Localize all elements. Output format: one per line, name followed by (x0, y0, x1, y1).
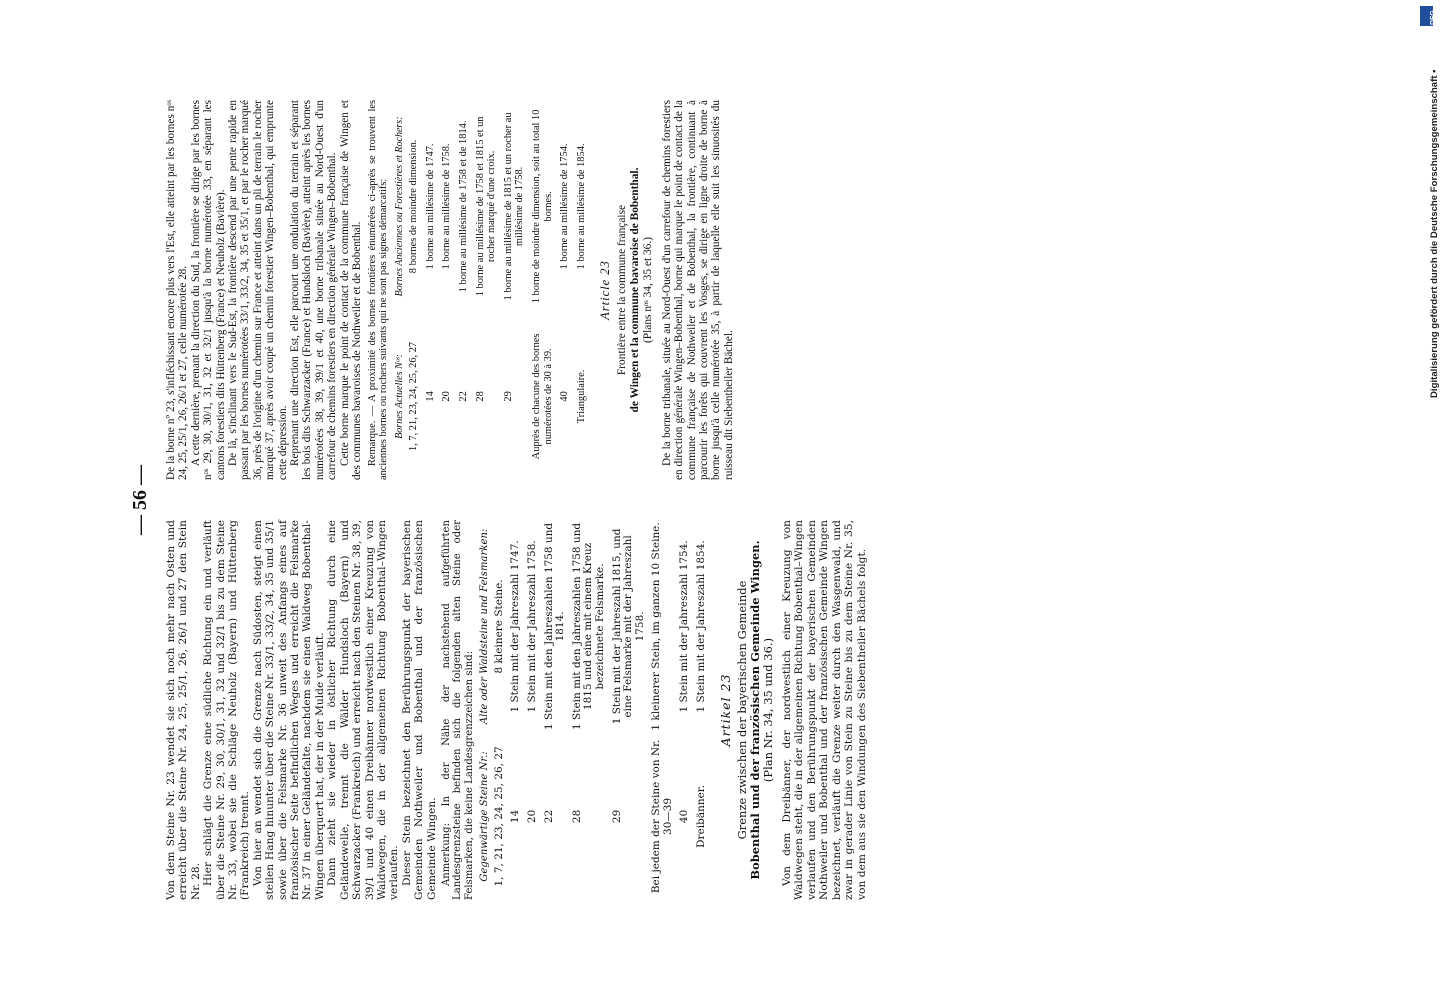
borne-description: 1 borne de moindre dimension, soit au total 10 bornes. (531, 109, 554, 304)
dfg-watermark-text: Digitalisierung gefördert durch die Deutsche Forschungsgemeinschaft • (1429, 69, 1440, 398)
stone-numbers: Dreibänner. (695, 785, 708, 848)
stone-numbers: 14 (509, 809, 522, 824)
french-column (165, 100, 1295, 480)
french-paragraph-1: De la borne nº 23, s'infléchissant encore plus vers l'Est, elle atteint par les bornes nᵒˢ 24, 25, 25/1, 26, 26/1 et 27, celle numérotée 28. (165, 100, 190, 480)
german-article-heading: Artikel 23 (717, 673, 733, 747)
german-paragraph-3: Von hier an wendet sich die Grenze nach Südosten, steigt einen steilen Hang hinunter über die Steine Nr. 33/1, 33/2, 34, 35 und 35/1 sowie über die Felsmarke Nr. 36 unweit des Anfangs eines auf französischer Seite befindlichen Weges und erreicht die Felsmarke Nr. 37 in einer Geländefalte, nachdem sie einen Waldweg Bobenthal-Wingen überquert hat, der in der Mulde verläuft. (251, 520, 326, 900)
borne-description: 1 borne au millésime de 1754. (559, 143, 571, 270)
borne-description: 1 borne au millésime de 1758 et 1815 et un rocher marqué d'une croix. (474, 116, 498, 297)
french-paragraph-2: A cette dernière, prenant la direction du Sud, la frontière se dirige par les bornes nᵒˢ 29, 30, 30/1, 31, 32 et 32/1 jusqu'à la borne numérotée 33, en séparant les cantons forestiers dits Hüttenberg (France) et Neuholz (Bavière). (189, 100, 227, 480)
german-stone-table (477, 520, 712, 900)
french-paragraph-6: De la borne tribanale, située au Nord-Ouest d'un carrefour de chemins forestiers en direction générale Wingen–Bobenthal, borne qui marque le point de contact de la commune française de Nothweiler et de Bobenthal, la frontière, continuant à parcourir les forêts qui couvrent les Vosges, se dirige en ligne droite de borne à borne jusqu'à celle numérotée 35, à partir de laquelle elle suit les sinuosités du ruisseau dit Siebentheiler Bächel. (660, 100, 735, 480)
table-row (509, 520, 526, 900)
french-article-subheading-line-1: Frontière entre la commune française (615, 204, 628, 376)
stone-description: 1 Stein mit der Jahreszahl 1758. (525, 540, 538, 713)
borne-numbers: 40 (559, 391, 571, 402)
borne-description: 1 borne au millésime de 1854. (575, 143, 587, 270)
borne-description: 8 bornes de moindre dimension. (408, 139, 420, 274)
french-article-subheading-line-3: (Plans nᵒˢ 34, 35 et 36.) (641, 237, 654, 343)
german-article-subheading-line-3: (Plan Nr. 34, 35 und 36.) (761, 637, 776, 783)
french-article-subheading-line-2: de Wingen et la commune bavaroise de Bobenthal. (628, 167, 641, 413)
stone-description: 1 Stein mit der Jahreszahl 1747. (509, 540, 522, 713)
table-row (530, 100, 558, 480)
table-row (457, 100, 474, 480)
table-row (493, 520, 510, 900)
french-stone-table (392, 100, 592, 480)
german-paragraph-4: Dann zieht sie wieder in östlicher Richtung durch eine Geländewelle, trennt die Wälder Hundsloch (Bayern) und Schwarzacker (Frankreich) und erreicht nach den Steinen Nr. 38, 39, 39/1 und 40 einen Dreibänner nordwestlich einer Kreuzung von Waldwegen, die in der allgemeinen Richtung Bobenthal–Wingen verlaufen. (326, 520, 401, 900)
stone-numbers: 28 (570, 809, 583, 824)
table-row (407, 100, 424, 480)
dfg-logo-text: DFG (1430, 10, 1437, 25)
borne-description: 1 borne au millésime de 1815 et un rocher au millésime de 1758. (502, 112, 526, 301)
rotated-page (117, 70, 1317, 930)
french-paragraph-5: Cette borne marque le point de contact de la commune française de Wingen et des communes bavaroises de Nothweiler et de Bobenthal. (338, 100, 364, 480)
german-column (165, 520, 1295, 900)
stone-description: 8 kleinere Steine. (492, 579, 505, 674)
stone-description: 1 Stein mit den Jahreszahlen 1758 und 1814. (542, 522, 567, 730)
german-article-subheading-line-2: Bobenthal und der französischen Gemeinde Wingen. (748, 540, 763, 880)
dfg-logo (1420, 6, 1437, 26)
table-header-old: Bornes Anciennes ou Forestières et Rochers: (393, 116, 405, 297)
table-row (678, 520, 695, 900)
borne-numbers: 20 (441, 391, 453, 402)
borne-numbers: 14 (424, 391, 436, 402)
table-row (440, 100, 457, 480)
stone-description: 1 Stein mit der Jahreszahl 1815, und eine Felsmarke mit der Jahreszahl 1758. (610, 528, 646, 725)
borne-numbers: 28 (474, 391, 486, 402)
stone-description: 1 Stein mit der Jahreszahl 1754. (678, 540, 691, 713)
stone-numbers: 29 (610, 809, 623, 824)
table-row (543, 520, 571, 900)
page-number: — 56 — (129, 465, 151, 535)
french-paragraph-3: De là, s'inclinant vers le Sud-Est, la frontière descend par une pente rapide en passant par les bornes numérotées 33/1, 33/2, 34, 35 et 35/1, et par le rocher marqué 36, près de l'origine d'un chemin sur France et atteint dans un pli de terrain le rocher marqué 37, après avoir coupé un chemin forestier Wingen–Bobenthal, qui emprunte cette dépression. (227, 100, 289, 480)
table-header-row (392, 100, 408, 480)
table-row (558, 100, 575, 480)
stone-numbers: 1, 7, 21, 23, 24, 25, 26, 27 (492, 746, 505, 887)
stone-description: 1 Stein mit den Jahreszahlen 1758 und 1815 und eine mit einem Kreuz bezeichnete Felsmarke. (570, 522, 606, 730)
table-row (474, 100, 502, 480)
table-header-current: Gegenwärtige Steine Nr.: (479, 751, 491, 882)
borne-numbers: 22 (458, 391, 470, 402)
table-header-row (477, 520, 493, 900)
stone-description: 1 Stein mit der Jahreszahl 1854. (695, 540, 708, 713)
french-remark: Remarque. — A proximité des bornes frontières énumérées ci-après se trouvent les anciennes bornes ou rochers suivants qui ne sont pas signes démarcatifs: (366, 100, 390, 480)
table-row (575, 100, 592, 480)
table-row (502, 100, 530, 480)
stone-numbers: 40 (678, 809, 691, 824)
stone-description: 1 kleinerer Stein, im ganzen 10 Steine. (650, 522, 663, 731)
borne-description: 1 borne au millésime de 1747. (424, 143, 436, 270)
table-row (650, 520, 678, 900)
german-paragraph-2: Hier schlägt die Grenze eine südliche Richtung ein und verläuft über die Steine Nr. 29, 30, 30/1, 31, 32 und 32/1 bis zu dem Steine Nr. 33, wobei sie die Schläge Neuholz (Bayern) und Hüttenberg (Frankreich) trennt. (202, 520, 252, 900)
stone-numbers: 22 (542, 809, 555, 824)
french-article-heading: Article 23 (598, 260, 613, 320)
table-row (526, 520, 543, 900)
french-paragraph-4: Reprenant une direction Est, elle parcourt une ondulation du terrain et séparant les bois dits Schwarzacker (France) et Hundsloch (Bavière), atteint après les bornes numérotées 38, 39, 39/1 et 40, une borne tribanale située au Nord-Ouest d'un carrefour de chemins forestiers en direction générale Wingen–Bobenthal. (289, 100, 339, 480)
borne-description: 1 borne au millésime de 1758. (441, 143, 453, 270)
french-article-subheading (616, 100, 655, 480)
borne-numbers: Auprès de chacune des bornes numérotées de 30 à 39. (531, 333, 554, 460)
stone-numbers: 20 (525, 809, 538, 824)
german-article-subheading-line-1: Grenze zwischen der bayerischen Gemeinde (735, 580, 750, 840)
borne-numbers: 29 (502, 391, 514, 402)
german-remark: Anmerkung: In der Nähe der nachstehend aufgeführten Landesgrenzsteine befinden sich die folgenden alten Steine oder Felsmarken, die keine Landesgrenzzeichen sind: (440, 520, 475, 900)
table-row (695, 520, 712, 900)
table-header-current: Bornes Actuelles Nᵒˢ: (393, 354, 405, 439)
german-paragraph-5: Dieser Stein bezeichnet den Berührungspunkt der bayerischen Gemeinden Nothweiler und Bobenthal und der französischen Gemeinde Wingen. (400, 520, 438, 900)
table-header-old: Alte oder Waldsteine und Felsmarken: (479, 528, 491, 725)
page-content (117, 70, 1317, 930)
table-row (571, 520, 611, 900)
borne-numbers: 1, 7, 21, 23, 24, 25, 26, 27 (408, 341, 420, 451)
borne-description: 1 borne au millésime de 1758 et de 1814. (458, 120, 470, 293)
table-row (424, 100, 441, 480)
borne-numbers: Triangulaire. (575, 369, 587, 424)
stone-numbers: Bei jedem der Steine von Nr. 30—39 (650, 739, 674, 894)
german-article-subheading (736, 520, 775, 900)
german-paragraph-1: Von dem Steine Nr. 23 wendet sie sich noch mehr nach Osten und erreicht über die Steine Nr. 24, 25, 25/1, 26, 26/1 und 27 den Stein Nr. 28. (165, 520, 202, 900)
german-paragraph-6: Von dem Dreibänner, der nordwestlich einer Kreuzung von Waldwegen steht, die in der allgemeinen Richtung Bobenthal–Wingen verlaufen und den Berührungspunkt der bayerischen Gemeinden Nothweiler und Bobenthal und der französischen Gemeinde Wingen bezeichnet, verläuft die Grenze weiter durch den Wasgenwald, und zwar in gerader Linie von Stein zu Steine bis zu dem Steine Nr. 35, von dem aus sie den Windungen des Siebentheiler Bächels folgt. (781, 520, 868, 900)
table-row (611, 520, 651, 900)
